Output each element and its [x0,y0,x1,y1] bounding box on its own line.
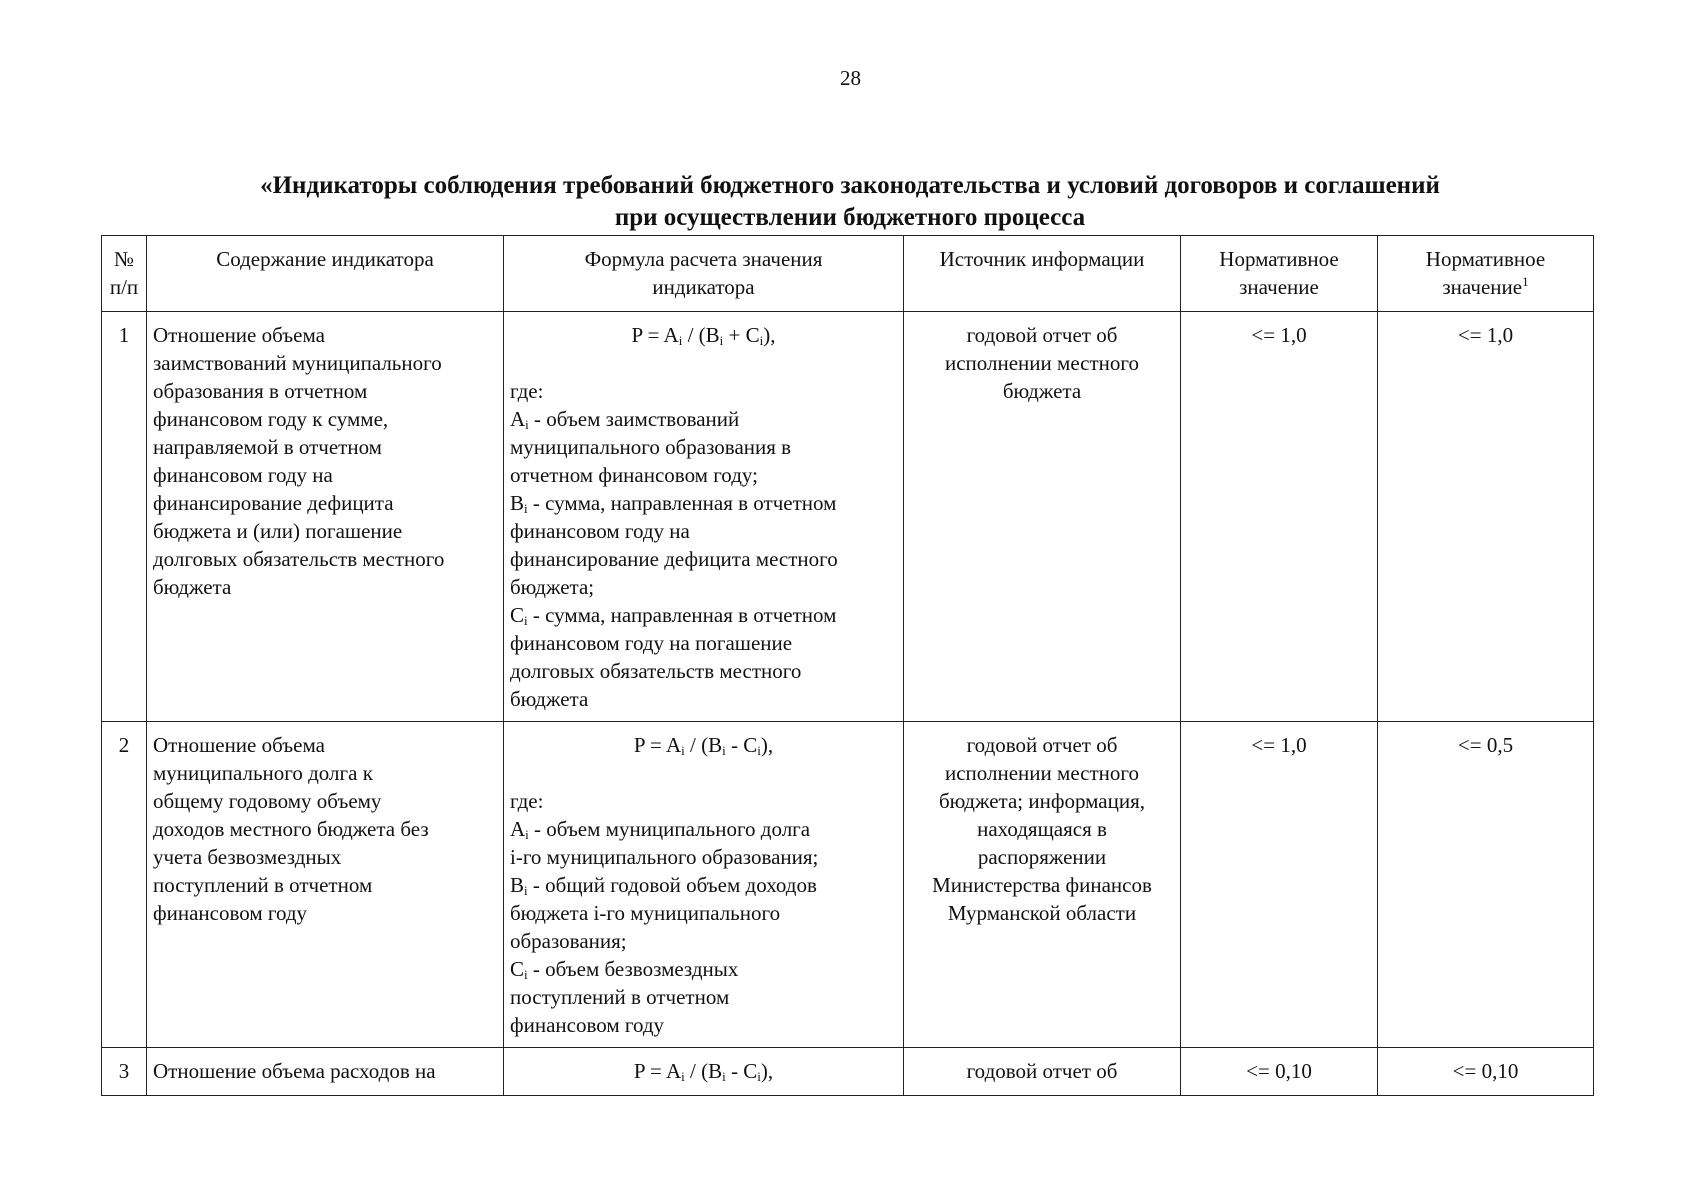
row-number: 2 [102,722,147,1048]
table-row [102,312,1594,722]
information-source: годовой отчет об [904,1048,1181,1096]
norm-value-footnoted: <= 1,0 [1378,312,1594,722]
indicator-content: Отношение объема муниципального долга к общему годовому объему доходов местного бюджета без учета безвозмездных поступлений в отчетном финансовом году [147,722,504,1048]
title-line-1: «Индикаторы соблюдения требований бюджетного законодательства и условий договоров и соглашений [260,172,1440,199]
formula-expression: $P = A_i / (B_i - C_i)$, [633,733,774,758]
norm-value-footnoted: <= 0,5 [1378,722,1594,1048]
row-number: 1 [102,312,147,722]
formula-where: где: [510,789,544,813]
header-norm-value: Нормативное значение [1181,236,1378,312]
information-source: годовой отчет об исполнении местного бюджета; информация, находящаяся в распоряжении Министерства финансов Мурманской области [904,722,1181,1048]
indicator-content: Отношение объема расходов на [147,1048,504,1096]
title-line-2: при осуществлении бюджетного процесса [614,204,1086,231]
indicator-formula: $P = A_i / (B_i - C_i)$, где: $A_i$ - объем муниципального долга i-го муниципального образования; $B_i$ - общий годовой объем доходов бюджета i-го муниципального образования; $C_i$ - объем безвозмездных поступлений в отчетном финансовом году [504,722,904,1048]
norm-value: <= 1,0 [1181,722,1378,1048]
table-row [102,1048,1594,1096]
formula-where: где: [510,379,544,403]
header-content: Содержание индикатора [147,236,504,312]
indicator-formula: $P = A_i / (B_i + C_i)$, где: $A_i$ - объем заимствований муниципального образования в отчетном финансовом году; $B_i$ - сумма, направленная в отчетном финансовом году на финансирование дефицита местного бюджета; $C_i$ - сумма, направленная в отчетном финансовом году на погашение долговых обязательств местного бюджета [504,312,904,722]
page-number: 28 [840,66,861,90]
row-number: 3 [102,1048,147,1096]
indicators-table [101,235,1594,1096]
information-source: годовой отчет об исполнении местного бюджета [904,312,1181,722]
header-norm-value-footnoted: Нормативное значение$^1$ [1378,236,1594,312]
formula-expression: $P = A_i / (B_i + C_i)$, [631,323,776,348]
indicator-formula [504,1048,904,1096]
norm-value: <= 0,10 [1181,1048,1378,1096]
header-number: № п/п [102,236,147,312]
footnote-mark: 1 [1522,274,1529,289]
table-row [102,722,1594,1048]
formula-expression: $P = A_i / (B_i - C_i)$, [633,1059,774,1084]
norm-value-footnoted: <= 0,10 [1378,1048,1594,1096]
header-formula: Формула расчета значения индикатора [504,236,904,312]
norm-value: <= 1,0 [1181,312,1378,722]
document-title [100,170,1600,234]
header-source: Источник информации [904,236,1181,312]
indicator-content: Отношение объема заимствований муниципального образования в отчетном финансовом году к сумме, направляемой в отчетном финансовом году на финансирование дефицита бюджета и (или) погашение долговых обязательств местного бюджета [147,312,504,722]
table-header-row [102,236,1594,312]
